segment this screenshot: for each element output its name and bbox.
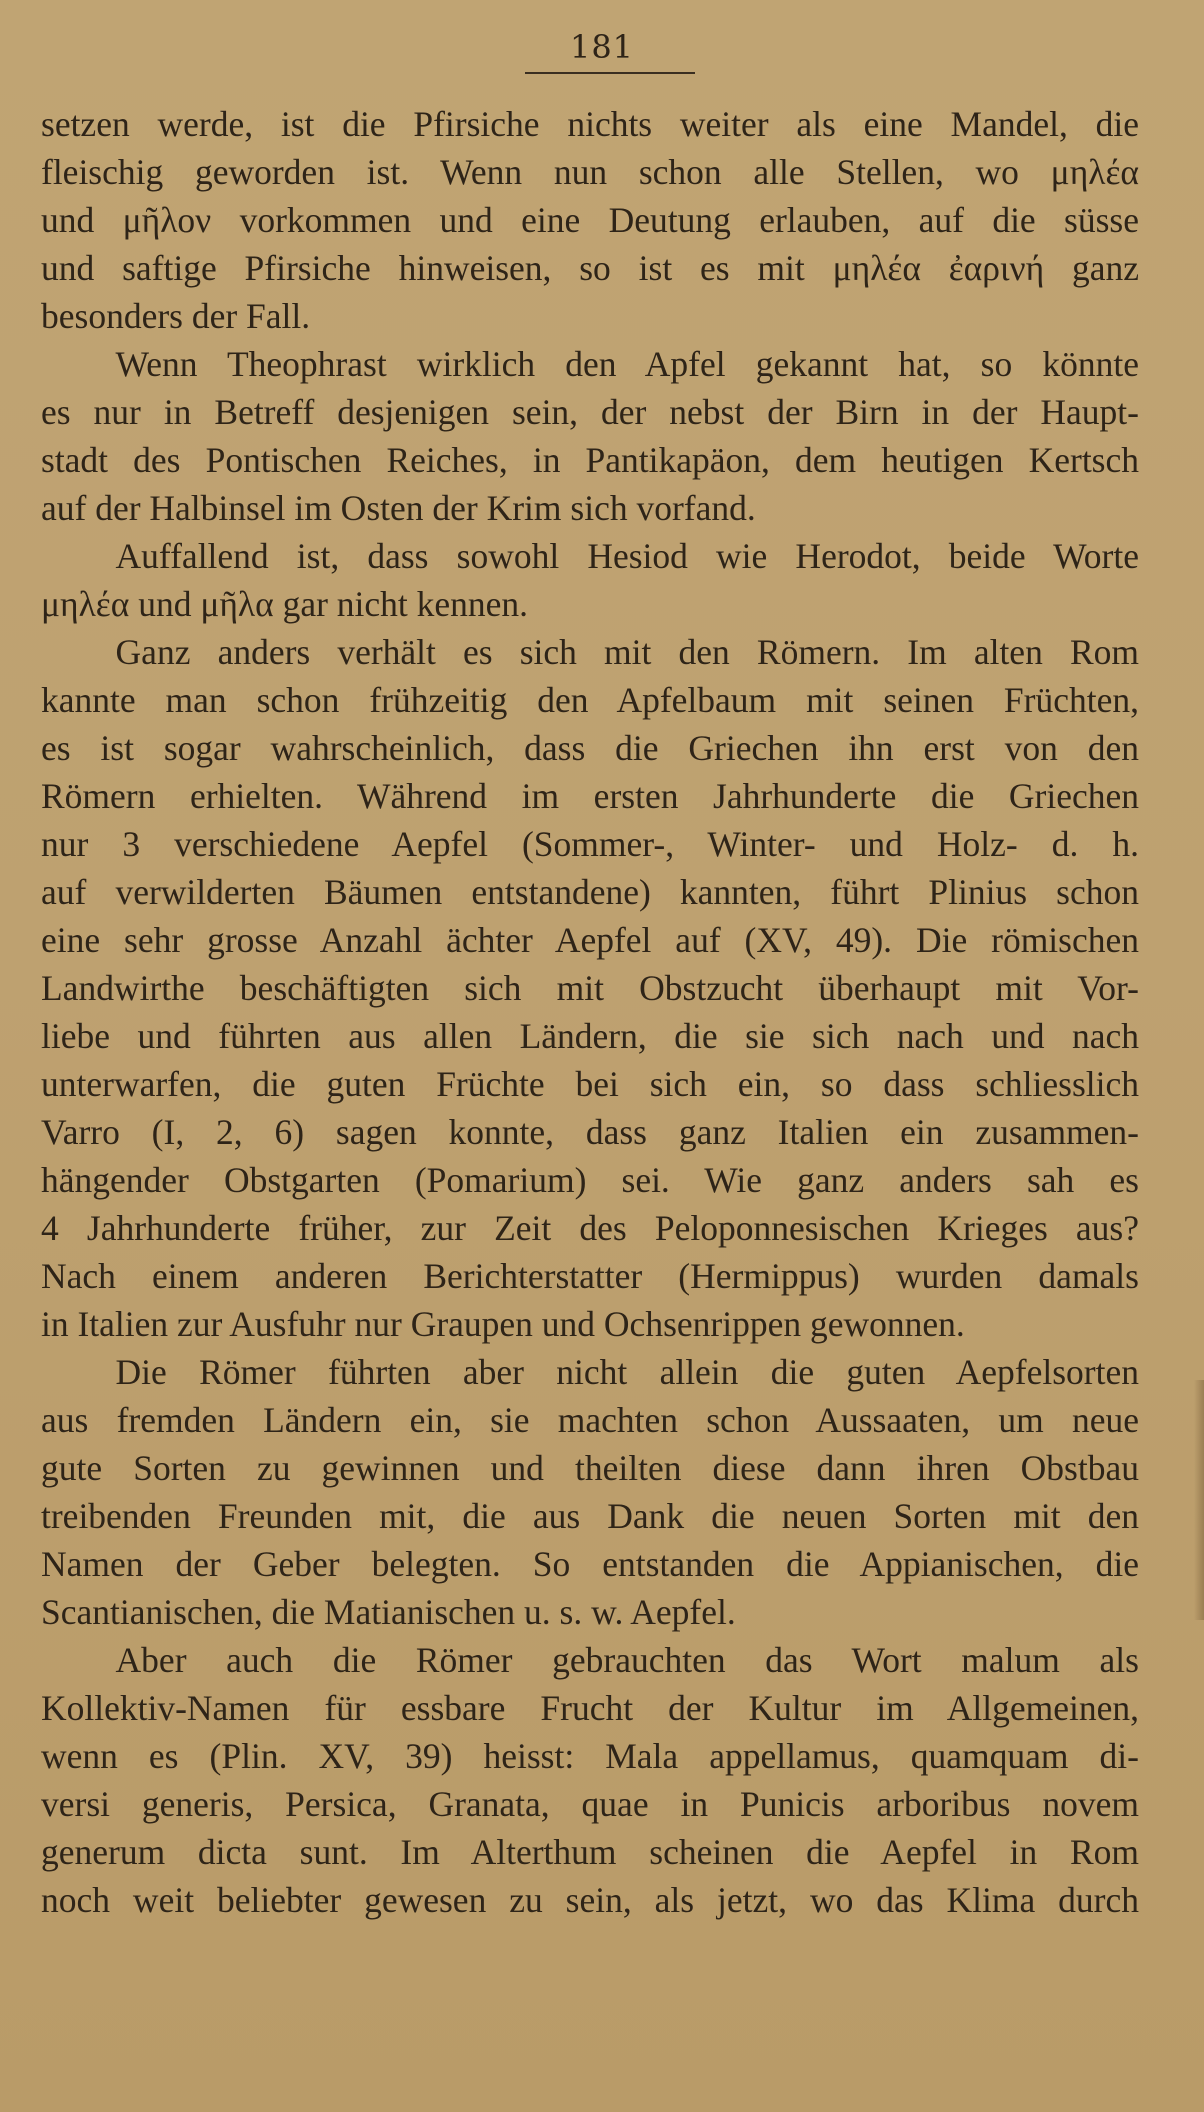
text-line: nur 3 verschiedene Aepfel (Sommer-, Winter- und Holz- d. h.	[41, 824, 1139, 864]
text-line: treibenden Freunden mit, die aus Dank die neuen Sorten mit den	[41, 1496, 1139, 1536]
text-line: Kollektiv-Namen für essbare Frucht der Kultur im Allgemeinen,	[41, 1688, 1139, 1728]
text-line: wenn es (Plin. XV, 39) heisst: Mala appellamus, quamquam di-	[41, 1736, 1139, 1776]
paragraph-1	[41, 100, 1139, 340]
page-number-rule	[525, 72, 695, 74]
page-number: 181	[569, 28, 635, 66]
paragraph-5	[41, 1348, 1139, 1636]
text-line: besonders der Fall.	[41, 296, 311, 336]
text-line: noch weit beliebter gewesen zu sein, als jetzt, wo das Klima durch	[41, 1880, 1139, 1920]
text-line: Nach einem anderen Berichterstatter (Hermippus) wurden damals	[41, 1256, 1139, 1296]
text-line: auf verwilderten Bäumen entstandene) kannten, führt Plinius schon	[41, 872, 1139, 912]
text-line: μηλέα und μῆλα gar nicht kennen.	[41, 584, 529, 624]
text-line: 4 Jahrhunderte früher, zur Zeit des Peloponnesischen Krieges aus?	[41, 1208, 1139, 1248]
page-edge-shadow	[1194, 1380, 1204, 1620]
text-line: fleischig geworden ist. Wenn nun schon alle Stellen, wo μηλέα	[41, 152, 1139, 192]
paragraph-3	[41, 532, 1139, 628]
text-line: aus fremden Ländern ein, sie machten schon Aussaaten, um neue	[41, 1400, 1139, 1440]
text-line: in Italien zur Ausfuhr nur Graupen und Ochsenrippen gewonnen.	[41, 1304, 965, 1344]
text-line: Wenn Theophrast wirklich den Apfel gekannt hat, so könnte	[115, 344, 1139, 384]
text-line: setzen werde, ist die Pfirsiche nichts weiter als eine Mandel, die	[41, 104, 1139, 144]
text-line: kannte man schon frühzeitig den Apfelbaum mit seinen Früchten,	[41, 680, 1139, 720]
body-text	[41, 100, 1139, 1924]
text-line: liebe und führten aus allen Ländern, die sie sich nach und nach	[41, 1016, 1139, 1056]
text-line: es ist sogar wahrscheinlich, dass die Griechen ihn erst von den	[41, 728, 1139, 768]
paragraph-4	[41, 628, 1139, 1348]
text-line: hängender Obstgarten (Pomarium) sei. Wie ganz anders sah es	[41, 1160, 1139, 1200]
text-line: es nur in Betreff desjenigen sein, der nebst der Birn in der Haupt-	[41, 392, 1139, 432]
paragraph-6	[41, 1636, 1139, 1924]
text-line: Ganz anders verhält es sich mit den Römern. Im alten Rom	[115, 632, 1139, 672]
text-line: gute Sorten zu gewinnen und theilten diese dann ihren Obstbau	[41, 1448, 1139, 1488]
text-line: eine sehr grosse Anzahl ächter Aepfel auf (XV, 49). Die römischen	[41, 920, 1139, 960]
text-line: und μῆλον vorkommen und eine Deutung erlauben, auf die süsse	[41, 200, 1139, 240]
text-line: Römern erhielten. Während im ersten Jahrhunderte die Griechen	[41, 776, 1139, 816]
text-line: Auffallend ist, dass sowohl Hesiod wie Herodot, beide Worte	[115, 536, 1139, 576]
text-line: Scantianischen, die Matianischen u. s. w. Aepfel.	[41, 1592, 736, 1632]
text-line: stadt des Pontischen Reiches, in Pantikapäon, dem heutigen Kertsch	[41, 440, 1139, 480]
text-line: und saftige Pfirsiche hinweisen, so ist es mit μηλέα ἐαρινή ganz	[41, 248, 1139, 288]
text-line: generum dicta sunt. Im Alterthum scheinen die Aepfel in Rom	[41, 1832, 1139, 1872]
text-line: Landwirthe beschäftigten sich mit Obstzucht überhaupt mit Vor-	[41, 968, 1139, 1008]
text-line: Die Römer führten aber nicht allein die guten Aepfelsorten	[115, 1352, 1139, 1392]
text-line: Namen der Geber belegten. So entstanden die Appianischen, die	[41, 1544, 1139, 1584]
text-line: auf der Halbinsel im Osten der Krim sich vorfand.	[41, 488, 756, 528]
text-line: Aber auch die Römer gebrauchten das Wort malum als	[115, 1640, 1139, 1680]
paragraph-2	[41, 340, 1139, 532]
text-line: unterwarfen, die guten Früchte bei sich ein, so dass schliesslich	[41, 1064, 1139, 1104]
text-line: versi generis, Persica, Granata, quae in Punicis arboribus novem	[41, 1784, 1139, 1824]
text-line: Varro (I, 2, 6) sagen konnte, dass ganz Italien ein zusammen-	[41, 1112, 1139, 1152]
